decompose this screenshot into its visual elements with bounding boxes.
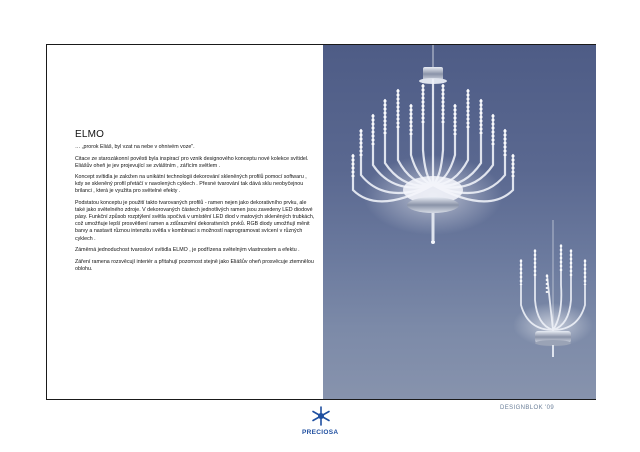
brand-name: PRECIOSA bbox=[302, 429, 339, 436]
article-paragraph: Citace ze starozákonní pověsti byla inspirací pro vznik designového konceptu nové kolekce svítidel. Eliášův oheň je jev projevující se zvláštním , zářícím světlem . bbox=[75, 155, 309, 169]
text-panel bbox=[47, 45, 323, 399]
article-title: ELMO bbox=[75, 129, 105, 140]
large-chandelier bbox=[353, 45, 513, 244]
small-chandelier bbox=[513, 220, 593, 357]
preciosa-logo bbox=[302, 404, 339, 436]
article-paragraph: Koncept svítidla je založen na unikátní technologii dekorování skleněných profilů pomocí softwaru , kdy se skleněný profil přetáčí v navolených cyklech . Přesné tvarování tak dává sklu neobyčejnou brilanci , která je využita pro světelné efekty . bbox=[75, 174, 307, 195]
article-paragraph: Podstatou konceptu je použití takto tvarovaných profilů - ramen nejen jako dekorativního prvku, ale také jako světelného zdroje. V dekorovaných částech jednotlivých ramen jsou zavedeny LED diodové pásy. Funkční způsob rozptýlení světla spočívá v umístění LED diod v matových skleněných trubkách, což umožňuje lepší prosvětlení ramen a zdůraznění dekorativních prvků. RGB diody umožňují měnit barvy a nastavit různou intenzitu světla v kombinaci s možností naprogramovat svícení v různých cyklech . bbox=[75, 200, 315, 242]
article-paragraph: Záměrná jednoduchost tvarosloví svítidla ELMO , je podřízena světelným vlastnostem a efektu . bbox=[75, 247, 300, 254]
chandelier-photo bbox=[323, 45, 596, 399]
snowflake-icon bbox=[306, 404, 336, 428]
catalog-spread bbox=[46, 44, 596, 400]
article-body bbox=[75, 144, 315, 277]
article-paragraph: Záření ramena rozsvěcují interiér a přitahují pozornost stejně jako Eliášův oheň prosvěcuje ztemnělou oblohu. bbox=[75, 258, 314, 272]
article-paragraph: … „prorok Eliáš, byl vzat na nebe v ohnivém voze". bbox=[75, 144, 195, 150]
footer-caption: DESIGNBLOK '09 bbox=[500, 405, 555, 411]
